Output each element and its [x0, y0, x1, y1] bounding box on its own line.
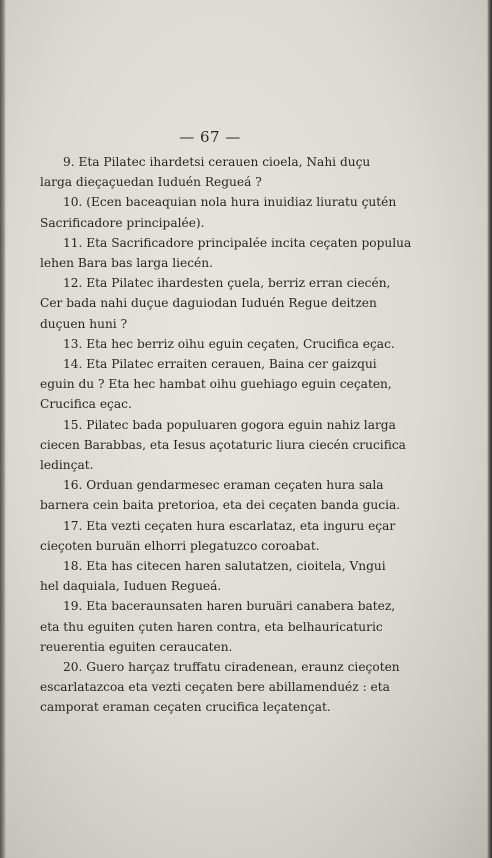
verse-line: 12. Eta Pilatec ihardesten çuela, berriz erran ciecén, — [63, 276, 391, 291]
verse-line: Cer bada nahi duçue daguiodan Iuduén Regue deitzen — [40, 296, 377, 311]
verse-line: Crucifica eçac. — [40, 397, 132, 412]
page-edge-right — [487, 0, 492, 858]
verse-line: duçuen huni ? — [40, 316, 128, 331]
verse-line: 20. Guero harçaz truffatu ciradenean, eraunz cieçoten — [63, 660, 400, 675]
verse-line: Sacrificadore principalée). — [40, 215, 205, 230]
verse-line: ledinçat. — [40, 458, 94, 473]
verse-line: lehen Bara bas larga liecén. — [40, 256, 213, 271]
verse-line: 18. Eta has citecen haren salutatzen, cioitela, Vngui — [63, 559, 386, 574]
verse-line: eguin du ? Eta hec hambat oihu guehiago eguin ceçaten, — [40, 377, 392, 392]
verse-line: escarlatazcoa eta vezti ceçaten bere abillamenduéz : eta — [40, 680, 390, 695]
verse-13 — [40, 334, 395, 354]
verse-line: ciecen Barabbas, eta Iesus açotaturic liura ciecén crucifica — [40, 437, 406, 452]
verse-19 — [40, 596, 396, 657]
verse-line: 11. Eta Sacrificadore principalée incita ceçaten populua — [63, 235, 412, 250]
verse-line: cieçoten buruän elhorri plegatuzco coroabat. — [40, 538, 320, 553]
verse-line: barnera cein baita pretorioa, eta dei ceçaten banda gucia. — [40, 498, 401, 513]
verse-15 — [40, 415, 406, 476]
verse-line: camporat eraman ceçaten crucifica leçatençat. — [40, 700, 331, 715]
verse-14 — [40, 354, 392, 415]
verse-9 — [40, 152, 376, 192]
verse-line: 16. Orduan gendarmesec eraman ceçaten hura sala — [63, 478, 384, 493]
page-number: — 67 — — [179, 128, 241, 146]
verse-line: 19. Eta baceraunsaten haren buruäri canabera batez, — [63, 599, 396, 614]
verse-line: hel daquiala, Iuduen Regueá. — [40, 579, 222, 594]
verse-16 — [40, 475, 401, 515]
verse-18 — [40, 556, 386, 596]
verse-line: 15. Pilatec bada populuaren gogora eguin nahiz larga — [63, 417, 396, 432]
verse-line: 10. (Ecen baceaquian nola hura inuidiaz liuratu çutén — [63, 195, 397, 210]
verse-text-block — [40, 152, 412, 718]
verse-line: reuerentia eguiten ceraucaten. — [40, 639, 233, 654]
verse-line: eta thu eguiten çuten haren contra, eta belhauricaturic — [40, 619, 383, 634]
verse-17 — [40, 516, 396, 556]
verse-line: 14. Eta Pilatec erraiten cerauen, Baina cer gaizqui — [63, 357, 377, 372]
verse-line: 13. Eta hec berriz oihu eguin ceçaten, Crucifica eçac. — [63, 336, 395, 351]
verse-10 — [40, 192, 397, 232]
verse-line: 17. Eta vezti ceçaten hura escarlataz, eta inguru eçar — [63, 518, 396, 533]
verse-11 — [40, 233, 412, 273]
verse-12 — [40, 273, 391, 334]
verse-line: 9. Eta Pilatec ihardetsi cerauen cioela, Nahi duçu — [63, 155, 371, 169]
verse-line: larga dieçaçuedan Iuduén Regueá ? — [40, 175, 262, 190]
verse-20 — [40, 657, 400, 718]
